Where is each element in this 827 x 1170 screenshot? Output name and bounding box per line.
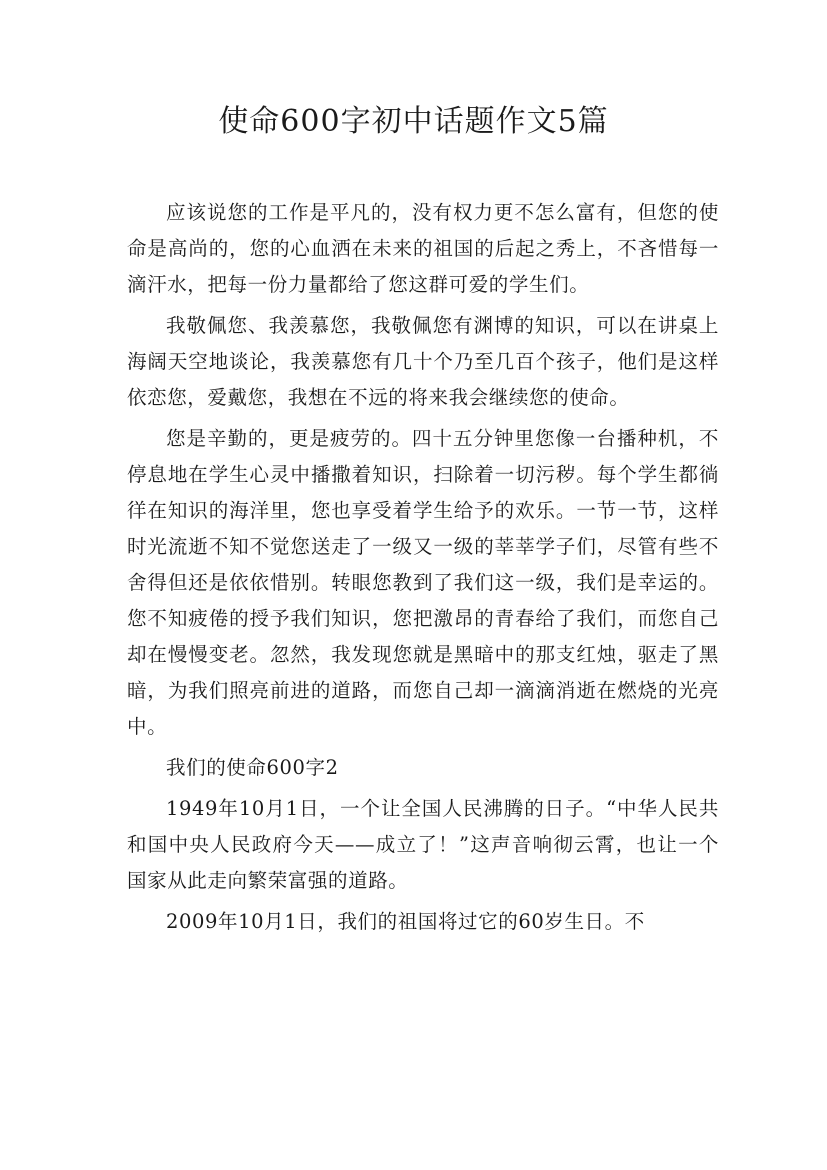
section-heading: 我们的使命600字2 [166,756,339,779]
document-title: 使命600字初中话题作文5篇 [218,104,609,139]
paragraph: 应该说您的工作是平凡的，没有权力更不怎么富有，但您的使命是高尚的，您的心血洒在未来的祖国的后起之秀上，不吝惜每一滴汗水，把每一份力量都给了您这群可爱的学生们。 [127,201,719,296]
paragraph: 2009年10月1日，我们的祖国将过它的60岁生日。不 [166,910,645,933]
paragraph: 您是辛勤的，更是疲劳的。四十五分钟里您像一台播种机，不停息地在学生心灵中播撒着知识，扫除着一切污秽。每个学生都徜徉在知识的海洋里，您也享受着学生给予的欢乐。一节一节，这样时光流逝不知不觉您送走了一级又一级的莘莘学子们，尽管有些不舍得但还是依依惜别。转眼您教到了我们这一级，我们是幸运的。您不知疲倦的授予我们知识，您把激昂的青春给了我们，而您自己却在慢慢变老。忽然，我发现您就是黑暗中的那支红烛，驱走了黑暗，为我们照亮前进的道路，而您自己却一滴滴消逝在燃烧的光亮中。 [127,427,719,738]
paragraph: 1949年10月1日，一个让全国人民沸腾的日子。“中华人民共和国中央人民政府今天——成立了！”这声音响彻云霄，也让一个国家从此走向繁荣富强的道路。 [127,797,719,892]
document-body [127,195,719,945]
paragraph: 我敬佩您、我羡慕您，我敬佩您有渊博的知识，可以在讲桌上海阔天空地谈论，我羡慕您有几十个乃至几百个孩子，他们是这样依恋您，爱戴您，我想在不远的将来我会继续您的使命。 [127,314,719,409]
